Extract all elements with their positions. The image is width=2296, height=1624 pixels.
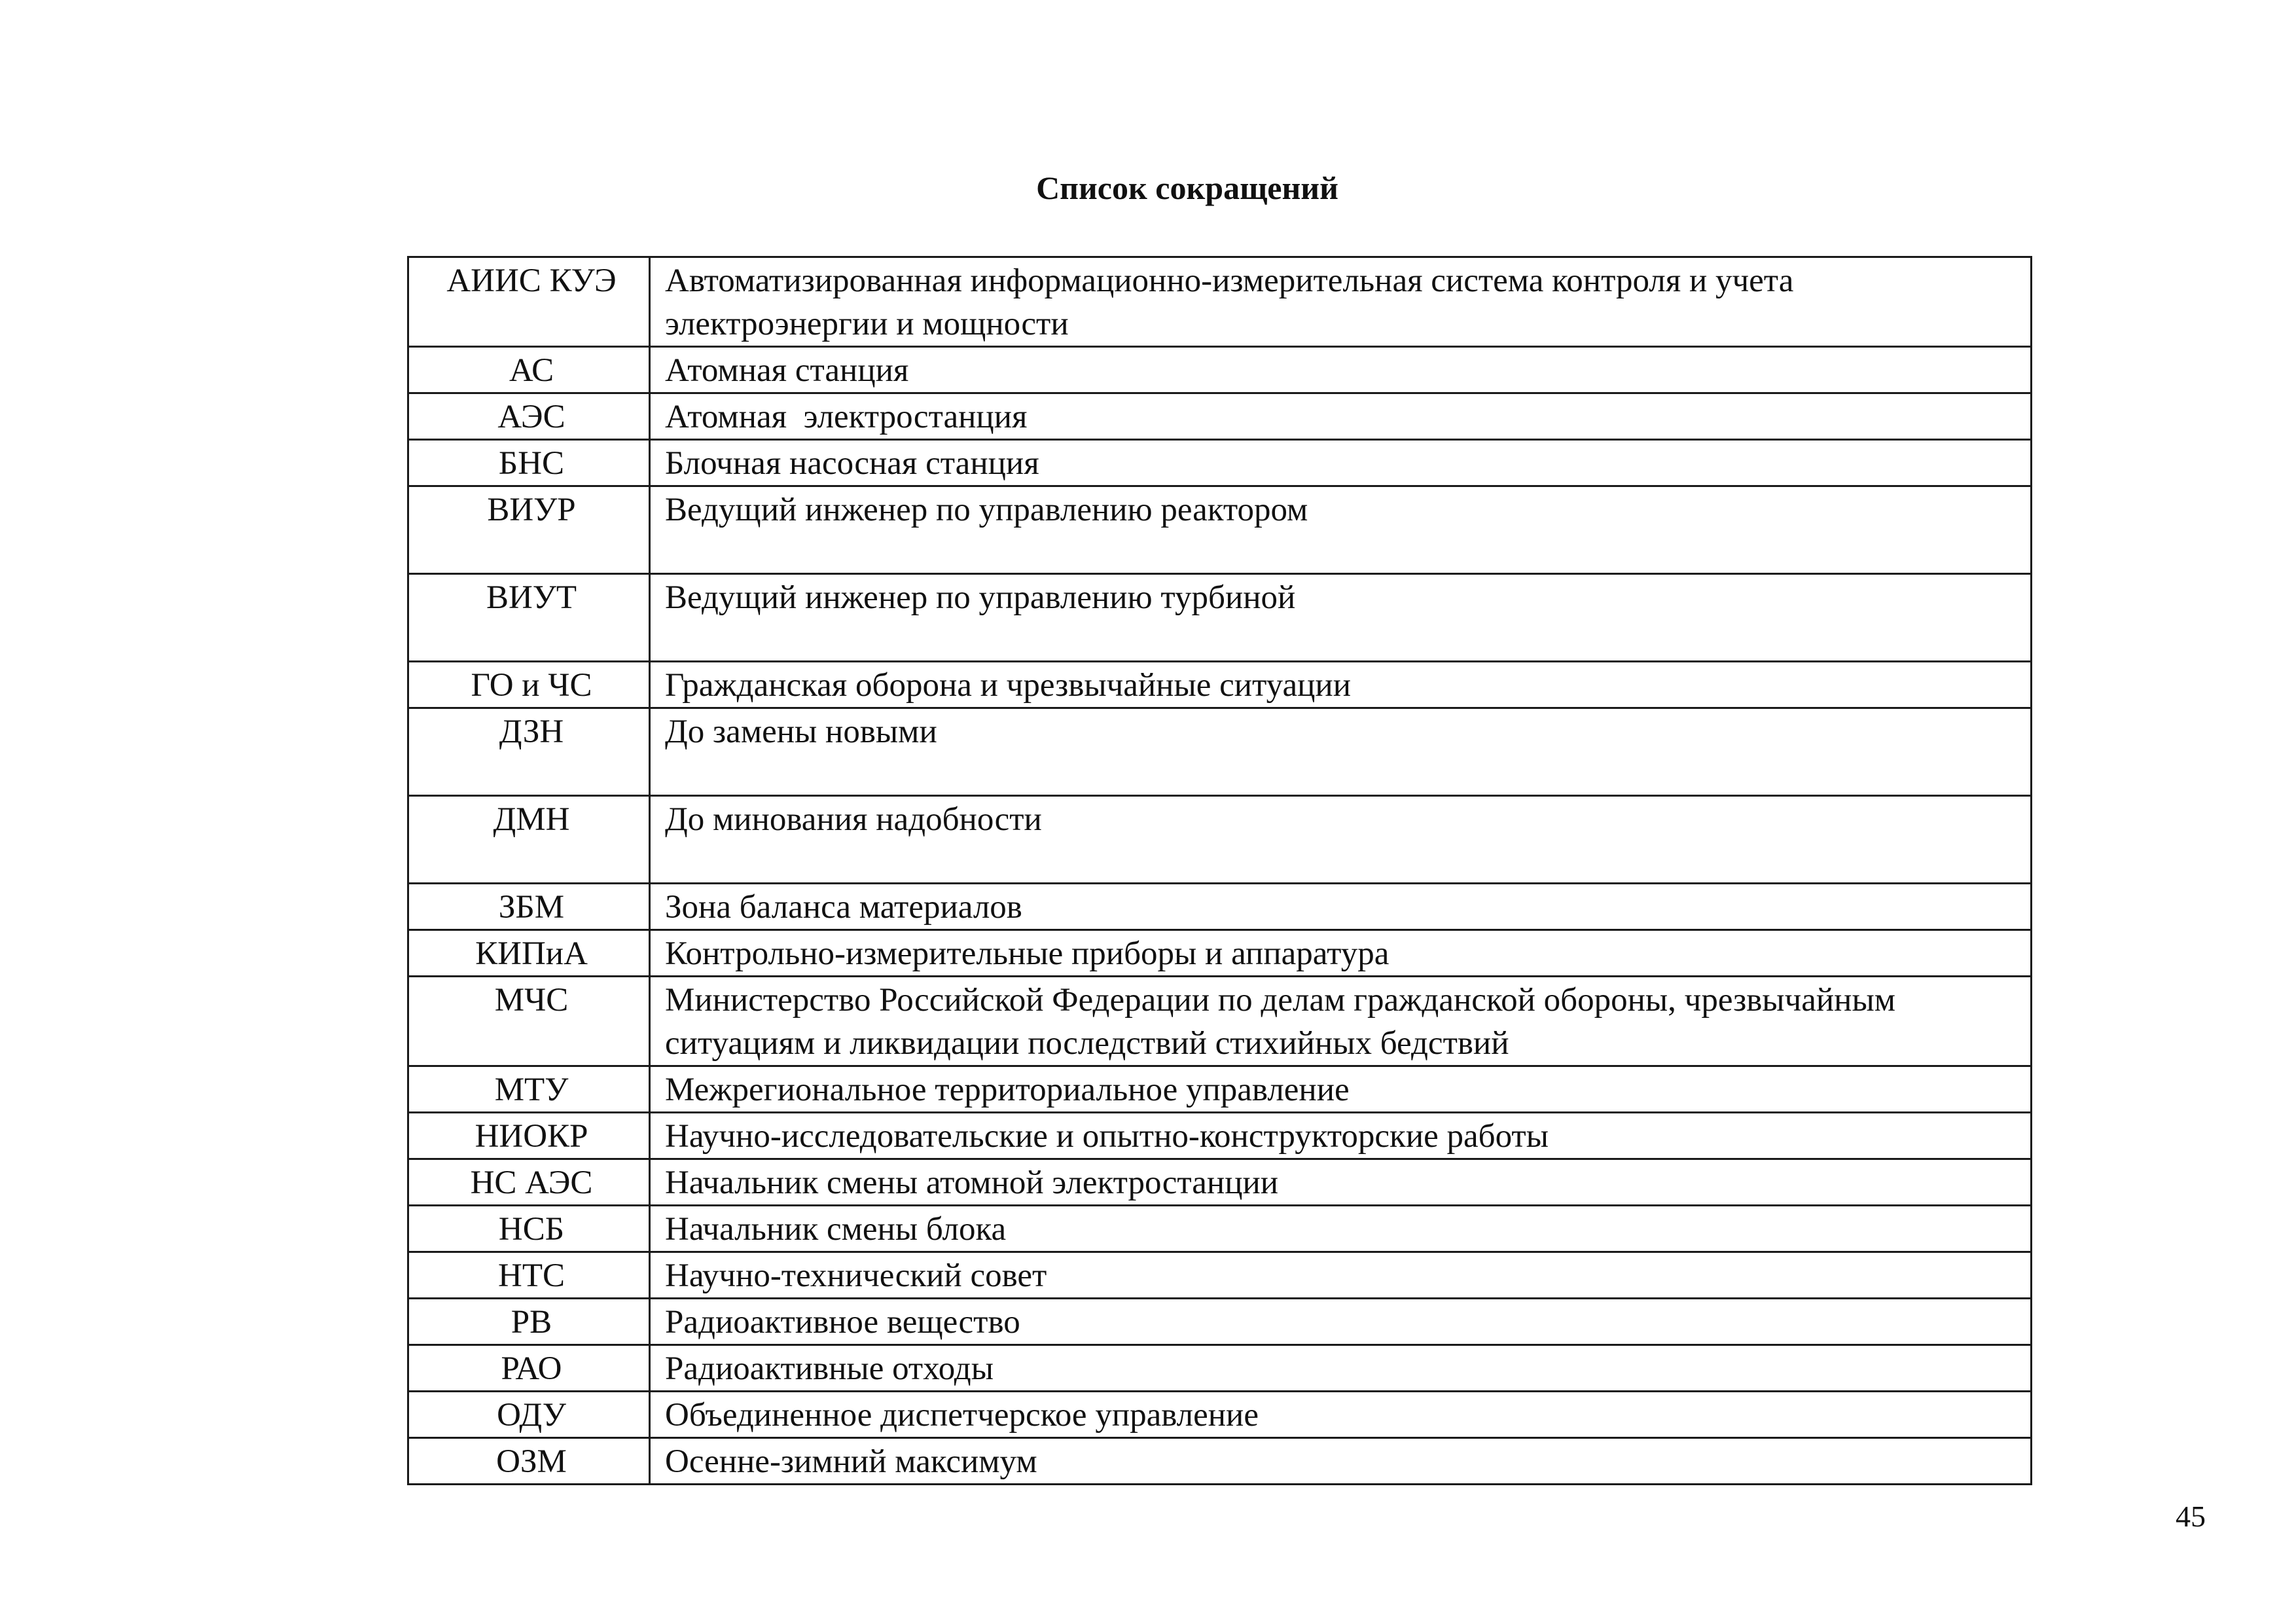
- abbreviation-code: ГО и ЧС: [408, 662, 650, 708]
- abbreviation-description: До минования надобности: [650, 796, 2032, 884]
- table-row: [408, 574, 2032, 662]
- abbreviation-description: Осенне-зимний максимум: [650, 1438, 2032, 1485]
- abbreviation-description: Объединенное диспетчерское управление: [650, 1392, 2032, 1438]
- abbreviation-code: НСБ: [408, 1206, 650, 1252]
- table-row: [408, 662, 2032, 708]
- table-row: [408, 486, 2032, 574]
- abbreviation-code: БНС: [408, 440, 650, 486]
- abbreviation-description: Начальник смены блока: [650, 1206, 2032, 1252]
- abbreviation-description: Ведущий инженер по управлению реактором: [650, 486, 2032, 574]
- table-row: [408, 1299, 2032, 1345]
- table-row: [408, 884, 2032, 930]
- abbreviation-description: Атомная электростанция: [650, 393, 2032, 440]
- abbreviation-description: Научно-технический совет: [650, 1252, 2032, 1299]
- abbreviation-description: Блочная насосная станция: [650, 440, 2032, 486]
- table-row: [408, 708, 2032, 796]
- abbreviation-code: НС АЭС: [408, 1159, 650, 1206]
- table-row: [408, 347, 2032, 393]
- abbreviation-code: НИОКР: [408, 1113, 650, 1159]
- abbreviation-code: АЭС: [408, 393, 650, 440]
- abbreviation-description: Атомная станция: [650, 347, 2032, 393]
- table-row: [408, 1159, 2032, 1206]
- abbreviation-description: Министерство Российской Федерации по делам гражданской обороны, чрезвычайным ситуациям и ликвидации последствий стихийных бедствий: [650, 977, 2032, 1066]
- table-row: [408, 977, 2032, 1066]
- abbreviation-code: МТУ: [408, 1066, 650, 1113]
- abbreviation-description: Радиоактивное вещество: [650, 1299, 2032, 1345]
- abbreviation-code: АИИС КУЭ: [408, 257, 650, 347]
- table-row: [408, 1113, 2032, 1159]
- page-title: Список сокращений: [1036, 170, 1338, 206]
- abbreviation-description: Автоматизированная информационно-измерительная система контроля и учета электроэнергии и мощности: [650, 257, 2032, 347]
- abbreviation-description: Контрольно-измерительные приборы и аппаратура: [650, 930, 2032, 977]
- abbreviation-description: Зона баланса материалов: [650, 884, 2032, 930]
- abbreviations-table: [407, 256, 2032, 1485]
- abbreviation-description: До замены новыми: [650, 708, 2032, 796]
- table-row: [408, 1206, 2032, 1252]
- abbreviation-code: РВ: [408, 1299, 650, 1345]
- table-row: [408, 930, 2032, 977]
- abbreviation-code: НТС: [408, 1252, 650, 1299]
- table-row: [408, 257, 2032, 347]
- table-row: [408, 440, 2032, 486]
- abbreviation-description: Гражданская оборона и чрезвычайные ситуации: [650, 662, 2032, 708]
- abbreviation-code: РАО: [408, 1345, 650, 1392]
- table-row: [408, 393, 2032, 440]
- abbreviation-code: ВИУР: [408, 486, 650, 574]
- table-row: [408, 796, 2032, 884]
- abbreviation-description: Ведущий инженер по управлению турбиной: [650, 574, 2032, 662]
- table-row: [408, 1345, 2032, 1392]
- table-row: [408, 1066, 2032, 1113]
- abbreviation-code: ДМН: [408, 796, 650, 884]
- abbreviation-description: Научно-исследовательские и опытно-конструкторские работы: [650, 1113, 2032, 1159]
- abbreviation-code: АС: [408, 347, 650, 393]
- abbreviation-code: МЧС: [408, 977, 650, 1066]
- page-number: 45: [2176, 1500, 2206, 1533]
- abbreviation-code: КИПиА: [408, 930, 650, 977]
- abbreviation-description: Радиоактивные отходы: [650, 1345, 2032, 1392]
- abbreviation-description: Межрегиональное территориальное управление: [650, 1066, 2032, 1113]
- table-row: [408, 1252, 2032, 1299]
- abbreviation-code: ВИУТ: [408, 574, 650, 662]
- abbreviation-code: ОЗМ: [408, 1438, 650, 1485]
- abbreviation-description: Начальник смены атомной электростанции: [650, 1159, 2032, 1206]
- abbreviation-code: ОДУ: [408, 1392, 650, 1438]
- table-row: [408, 1392, 2032, 1438]
- abbreviation-code: ЗБМ: [408, 884, 650, 930]
- abbreviation-code: ДЗН: [408, 708, 650, 796]
- table-row: [408, 1438, 2032, 1485]
